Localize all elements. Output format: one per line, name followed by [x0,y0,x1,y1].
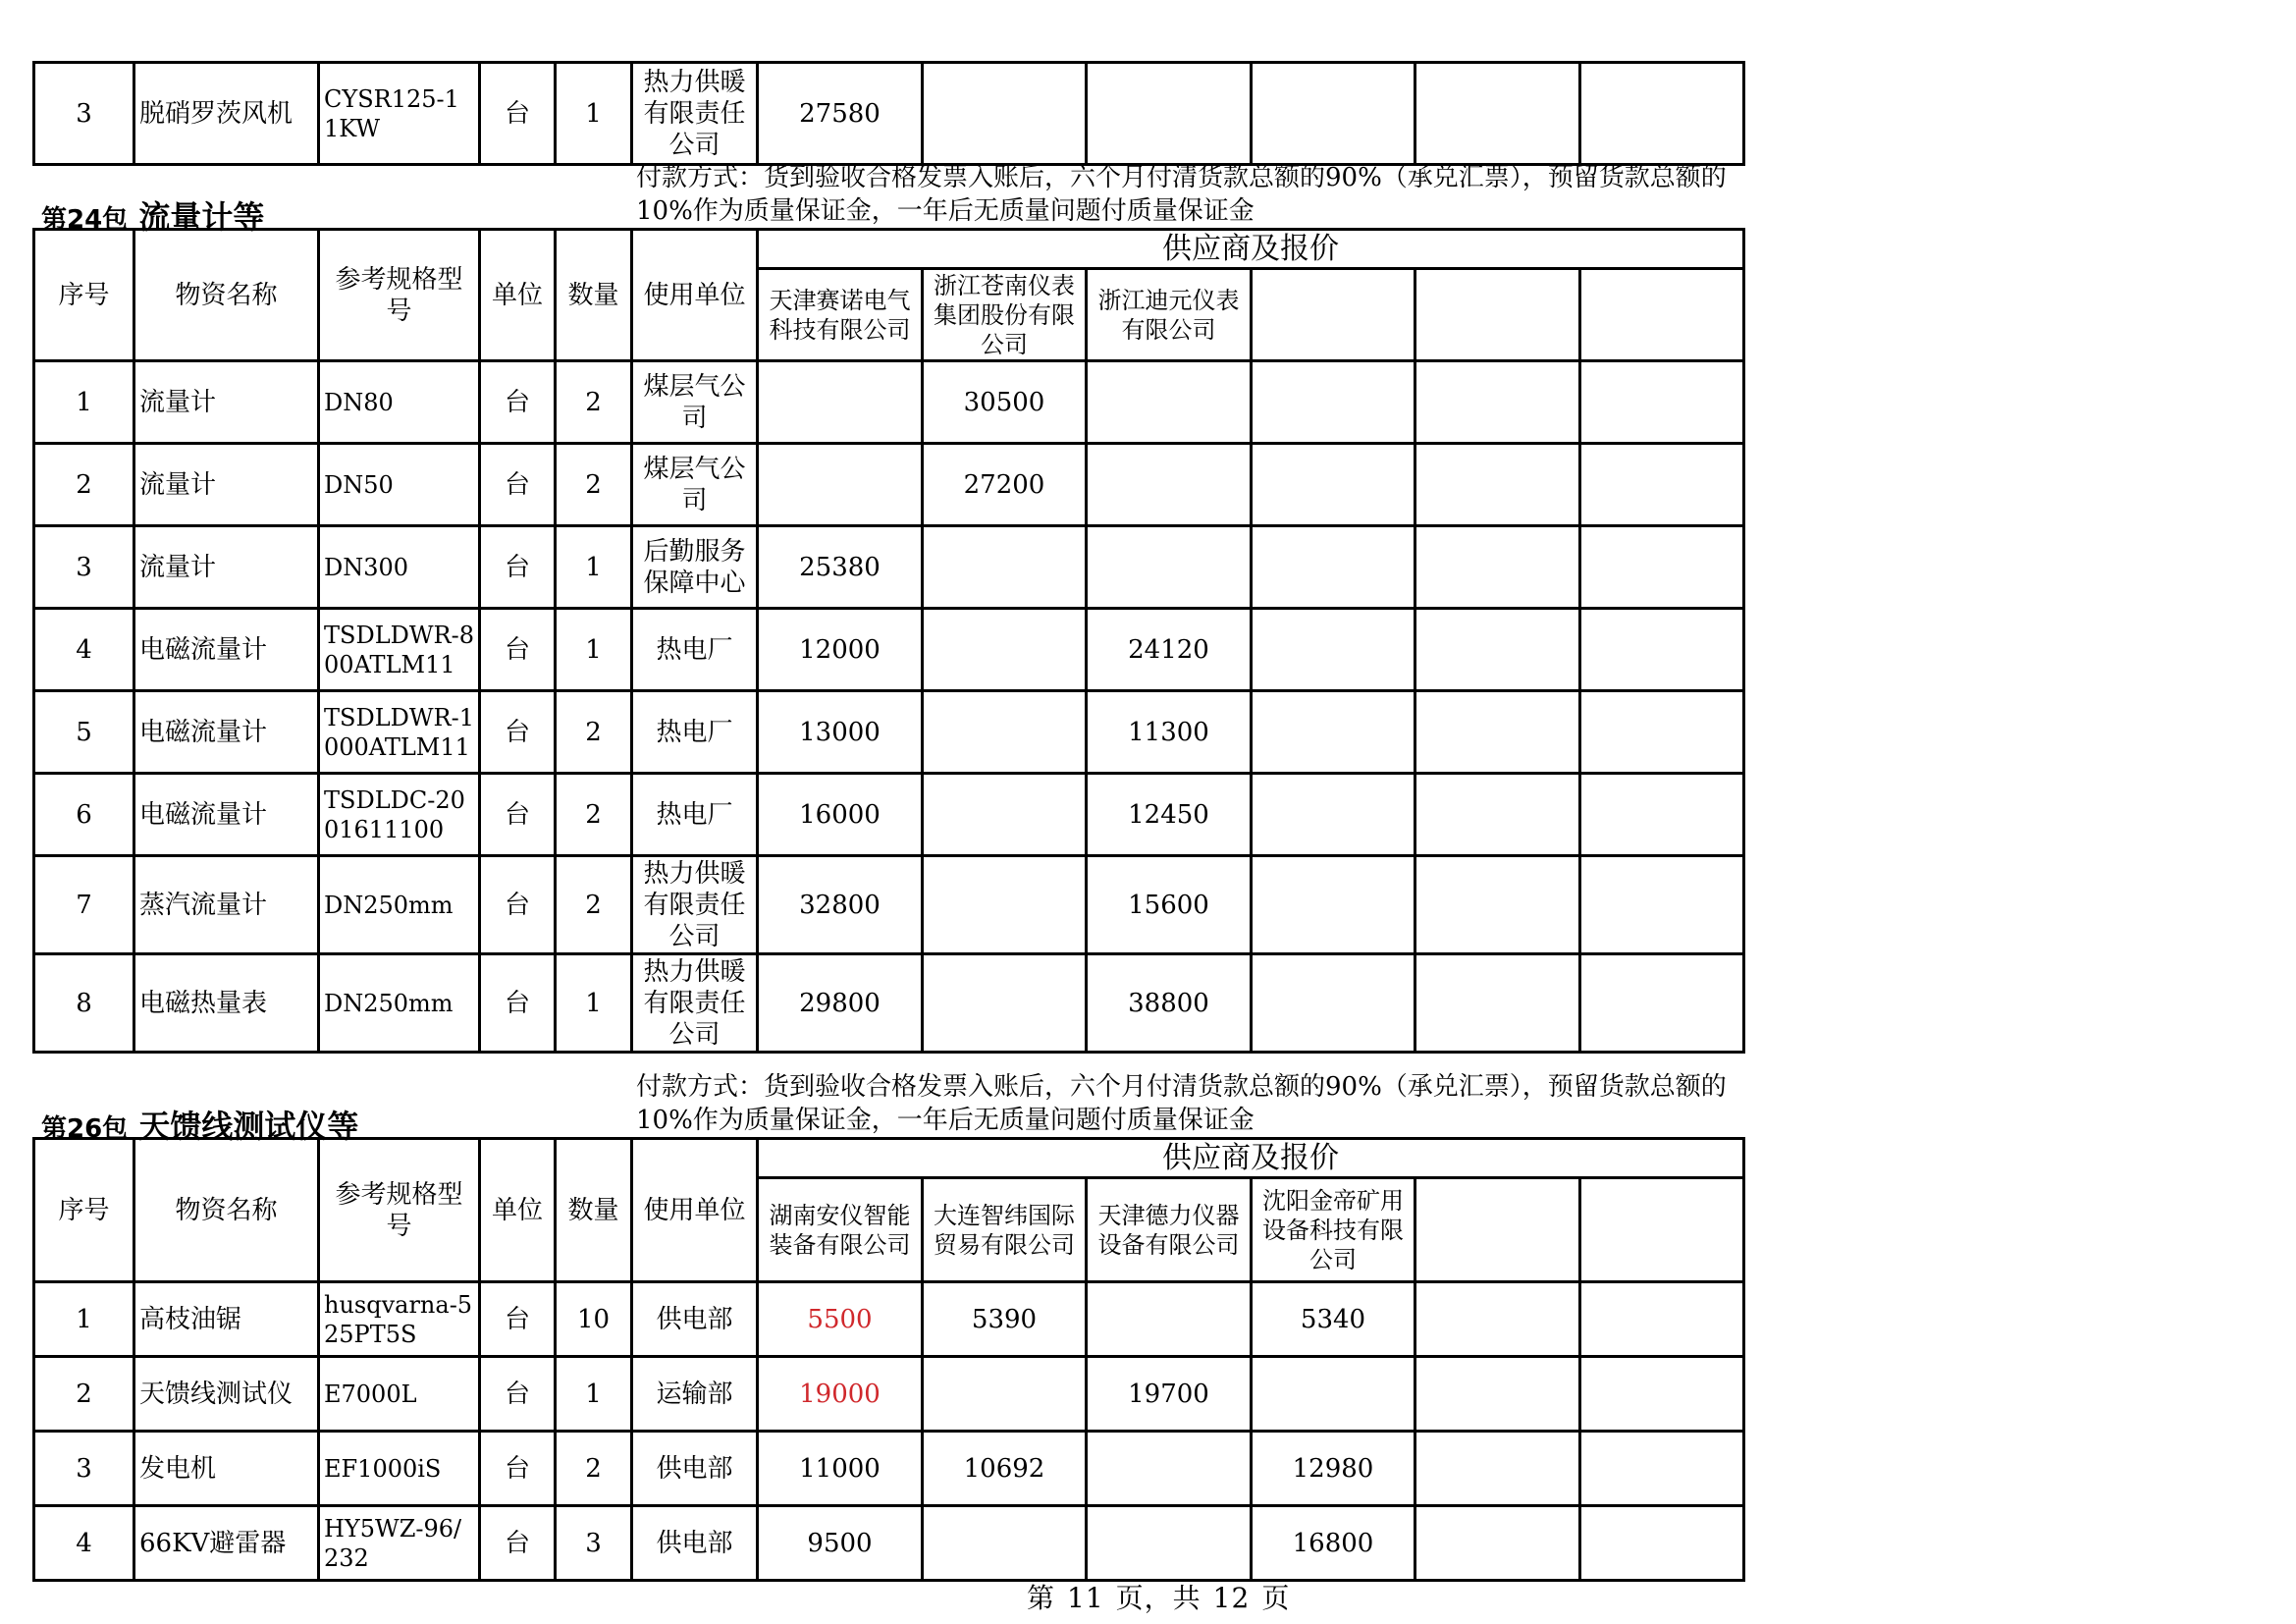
supplier-name: 浙江迪元仪表有限公司 [1087,269,1252,361]
cell-no: 4 [34,609,134,691]
cell-quote: 32800 [758,856,923,954]
cell-qty: 2 [556,1432,632,1506]
cell-no: 2 [34,444,134,526]
cell-no: 2 [34,1357,134,1432]
cell-unit: 台 [480,954,556,1053]
cell-spec: DN300 [319,526,480,609]
cell-quote [1252,526,1415,609]
supplier-name [1580,1178,1744,1282]
package-title: 天馈线测试仪等 [138,1108,359,1145]
header-row [34,1139,1744,1178]
cell-quote: 25380 [758,526,923,609]
table-row [34,1282,1744,1357]
cell-unit: 台 [480,63,556,165]
cell-name: 高枝油锯 [134,1282,319,1357]
cell-quote: 19700 [1087,1357,1252,1432]
cell-dept: 热力供暖有限责任公司 [632,856,758,954]
header-qty: 数量 [556,1139,632,1282]
cell-dept: 煤层气公司 [632,361,758,444]
cell-quote [923,1506,1087,1581]
cell-spec: EF1000iS [319,1432,480,1506]
table-package-26 [32,1137,1745,1582]
cell-quote [1415,856,1580,954]
payment-terms-26: 付款方式：货到验收合格发票入账后，六个月付清货款总额的90%（承兑汇票），预留货款总额的10%作为质量保证金，一年后无质量问题付质量保证金 [636,1072,1727,1135]
cell-quote [1252,1357,1415,1432]
header-supplier-group: 供应商及报价 [758,1139,1744,1178]
cell-dept: 热力供暖有限责任公司 [632,63,758,165]
cell-quote [1087,526,1252,609]
table-row [34,774,1744,856]
header-spec: 参考规格型号 [319,230,480,361]
cell-qty: 1 [556,526,632,609]
supplier-name [1415,269,1580,361]
table-row [34,1506,1744,1581]
cell-dept: 热电厂 [632,774,758,856]
cell-quote [923,63,1087,165]
supplier-name: 天津赛诺电气科技有限公司 [758,269,923,361]
cell-spec: DN250mm [319,954,480,1053]
cell-qty: 3 [556,1506,632,1581]
cell-name: 蒸汽流量计 [134,856,319,954]
cell-no: 1 [34,361,134,444]
cell-unit: 台 [480,1506,556,1581]
cell-quote [1580,361,1744,444]
cell-quote [1087,1506,1252,1581]
cell-quote [1252,954,1415,1053]
cell-name: 发电机 [134,1432,319,1506]
cell-name: 电磁流量计 [134,609,319,691]
page-footer: 第 11 页，共 12 页 [1027,1582,1291,1614]
cell-name: 电磁流量计 [134,774,319,856]
cell-unit: 台 [480,526,556,609]
cell-quote [1252,444,1415,526]
cell-quote: 12000 [758,609,923,691]
cell-quote [1415,63,1580,165]
header-name: 物资名称 [134,1139,319,1282]
cell-quote [1087,444,1252,526]
supplier-name [1252,269,1415,361]
page-total: 12 [1212,1582,1251,1614]
cell-unit: 台 [480,609,556,691]
header-name: 物资名称 [134,230,319,361]
cell-spec: DN80 [319,361,480,444]
cell-quote [923,609,1087,691]
cell-unit: 台 [480,774,556,856]
cell-spec: husqvarna-525PT5S [319,1282,480,1357]
cell-quote [1415,1432,1580,1506]
cell-unit: 台 [480,361,556,444]
cell-name: 天馈线测试仪 [134,1357,319,1432]
cell-qty: 2 [556,691,632,774]
cell-spec: E7000L [319,1357,480,1432]
table-row [34,856,1744,954]
header-row [34,230,1744,269]
cell-dept: 供电部 [632,1432,758,1506]
cell-quote [1580,1506,1744,1581]
cell-quote [1415,1357,1580,1432]
cell-unit: 台 [480,1357,556,1432]
supplier-name: 天津德力仪器设备有限公司 [1087,1178,1252,1282]
supplier-name [1415,1178,1580,1282]
cell-unit: 台 [480,856,556,954]
table-row [34,609,1744,691]
table-row [34,444,1744,526]
cell-qty: 2 [556,856,632,954]
cell-no: 3 [34,63,134,165]
header-unit: 单位 [480,1139,556,1282]
cell-quote: 27200 [923,444,1087,526]
cell-qty: 10 [556,1282,632,1357]
cell-quote [1087,361,1252,444]
header-dept: 使用单位 [632,230,758,361]
cell-no: 8 [34,954,134,1053]
cell-qty: 1 [556,1357,632,1432]
cell-no: 7 [34,856,134,954]
cell-spec: TSDLDWR-1000ATLM11 [319,691,480,774]
cell-dept: 供电部 [632,1506,758,1581]
cell-dept: 热电厂 [632,691,758,774]
cell-no: 4 [34,1506,134,1581]
cell-quote [1252,774,1415,856]
cell-spec: HY5WZ-96/232 [319,1506,480,1581]
cell-quote [923,526,1087,609]
cell-unit: 台 [480,691,556,774]
table-row [34,954,1744,1053]
cell-quote [923,856,1087,954]
cell-quote [1580,954,1744,1053]
cell-qty: 1 [556,63,632,165]
table-row [34,63,1744,165]
supplier-name: 湖南安仪智能装备有限公司 [758,1178,923,1282]
page-number: 11 [1067,1582,1104,1614]
cell-quote [923,691,1087,774]
cell-dept: 后勤服务保障中心 [632,526,758,609]
table-row [34,691,1744,774]
cell-spec: CYSR125-11KW [319,63,480,165]
cell-quote: 5390 [923,1282,1087,1357]
cell-name: 流量计 [134,526,319,609]
cell-quote: 10692 [923,1432,1087,1506]
cell-quote: 9500 [758,1506,923,1581]
supplier-name [1580,269,1744,361]
table-row [34,361,1744,444]
cell-name: 66KV避雷器 [134,1506,319,1581]
cell-quote: 12980 [1252,1432,1415,1506]
cell-spec: DN250mm [319,856,480,954]
cell-no: 3 [34,526,134,609]
cell-spec: DN50 [319,444,480,526]
cell-name: 流量计 [134,444,319,526]
package-number: 第26包 [41,1114,129,1144]
cell-quote: 11300 [1087,691,1252,774]
cell-no: 3 [34,1432,134,1506]
cell-quote [1580,1282,1744,1357]
cell-quote [923,1357,1087,1432]
header-supplier-group: 供应商及报价 [758,230,1744,269]
cell-quote [1415,609,1580,691]
supplier-name: 沈阳金帝矿用设备科技有限公司 [1252,1178,1415,1282]
cell-spec: TSDLDWR-800ATLM11 [319,609,480,691]
header-unit: 单位 [480,230,556,361]
cell-quote [1415,954,1580,1053]
cell-quote [1087,63,1252,165]
cell-quote [1252,63,1415,165]
cell-no: 5 [34,691,134,774]
cell-quote [1580,444,1744,526]
cell-quote: 12450 [1087,774,1252,856]
cell-quote [1087,1282,1252,1357]
cell-quote [923,954,1087,1053]
cell-quote [1580,856,1744,954]
cell-no: 1 [34,1282,134,1357]
cell-quote: 27580 [758,63,923,165]
table-row [34,526,1744,609]
cell-quote [1580,691,1744,774]
cell-quote [1415,361,1580,444]
cell-qty: 1 [556,954,632,1053]
cell-quote [1580,1357,1744,1432]
table-package-24 [32,228,1745,1054]
cell-name: 电磁热量表 [134,954,319,1053]
cell-quote: 29800 [758,954,923,1053]
cell-dept: 热力供暖有限责任公司 [632,954,758,1053]
cell-dept: 运输部 [632,1357,758,1432]
cell-dept: 供电部 [632,1282,758,1357]
cell-quote [758,361,923,444]
cell-name: 电磁流量计 [134,691,319,774]
cell-quote: 38800 [1087,954,1252,1053]
cell-name: 脱硝罗茨风机 [134,63,319,165]
cell-quote: 16000 [758,774,923,856]
cell-qty: 1 [556,609,632,691]
cell-quote: 16800 [1252,1506,1415,1581]
table-row [34,1357,1744,1432]
cell-quote [1252,609,1415,691]
cell-quote [1087,1432,1252,1506]
payment-terms-24: 付款方式：货到验收合格发票入账后，六个月付清货款总额的90%（承兑汇票），预留货款总额的10%作为质量保证金，一年后无质量问题付质量保证金 [636,163,1727,226]
cell-qty: 2 [556,444,632,526]
cell-quote: 5500 [758,1282,923,1357]
cell-quote [1415,774,1580,856]
cell-quote [1580,609,1744,691]
cell-quote: 13000 [758,691,923,774]
cell-quote [1252,691,1415,774]
cell-qty: 2 [556,774,632,856]
header-spec: 参考规格型号 [319,1139,480,1282]
package-title: 流量计等 [138,198,265,236]
cell-quote: 30500 [923,361,1087,444]
cell-quote [1252,361,1415,444]
cell-dept: 煤层气公司 [632,444,758,526]
cell-quote [1580,774,1744,856]
cell-quote [1580,526,1744,609]
header-qty: 数量 [556,230,632,361]
supplier-name: 浙江苍南仪表集团股份有限公司 [923,269,1087,361]
cell-quote [1580,63,1744,165]
cell-unit: 台 [480,1282,556,1357]
header-no: 序号 [34,230,134,361]
cell-spec: TSDLDC-2001611100 [319,774,480,856]
cell-quote [1252,856,1415,954]
cell-quote: 15600 [1087,856,1252,954]
cell-name: 流量计 [134,361,319,444]
cell-unit: 台 [480,1432,556,1506]
cell-quote [923,774,1087,856]
cell-quote [1415,526,1580,609]
header-no: 序号 [34,1139,134,1282]
table-row [34,1432,1744,1506]
cell-quote: 11000 [758,1432,923,1506]
header-dept: 使用单位 [632,1139,758,1282]
cell-unit: 台 [480,444,556,526]
cell-quote [1415,444,1580,526]
supplier-name: 大连智纬国际贸易有限公司 [923,1178,1087,1282]
package-number: 第24包 [41,205,129,235]
cell-dept: 热电厂 [632,609,758,691]
cell-quote [758,444,923,526]
cell-quote: 24120 [1087,609,1252,691]
cell-quote: 5340 [1252,1282,1415,1357]
cell-quote [1415,1282,1580,1357]
cell-quote [1580,1432,1744,1506]
cell-qty: 2 [556,361,632,444]
cell-no: 6 [34,774,134,856]
table-continuation [32,61,1745,166]
cell-quote [1415,1506,1580,1581]
cell-quote [1415,691,1580,774]
cell-quote: 19000 [758,1357,923,1432]
